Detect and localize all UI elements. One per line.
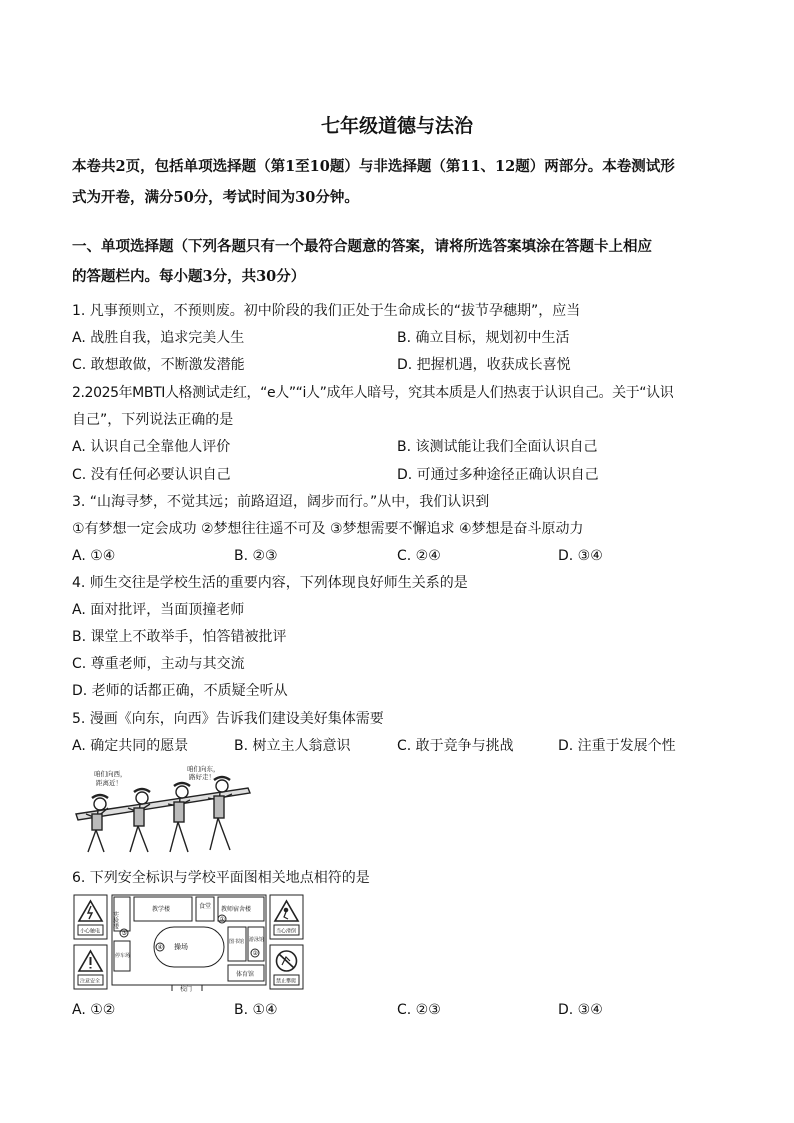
q5-option-b: B. 树立主人翁意识 (234, 738, 351, 754)
map-marker-3: ③ (121, 930, 127, 937)
sign-1-label: 小心触电 (80, 928, 101, 935)
map-library: 图书馆 (229, 939, 245, 945)
bubble-east-line-2: 路好走！ (189, 773, 215, 781)
map-lab: 实验楼 (111, 911, 119, 929)
q2-option-b: B. 该测试能让我们全面认识自己 (397, 439, 598, 455)
bubble-west-line-1: 咱们向西， (94, 770, 127, 778)
q2-stem-line-2: 自己”，下列说法正确的是 (72, 412, 234, 428)
q4-stem: 4. 师生交往是学校生活的重要内容，下列体现良好师生关系的是 (72, 575, 468, 591)
map-playground: 操场 (174, 943, 188, 951)
q6-stem: 6. 下列安全标识与学校平面图相关地点相符的是 (72, 870, 370, 886)
q1-option-d: D. 把握机遇，收获成长喜悦 (397, 357, 571, 373)
q2-stem-line-1: 2.2025年MBTI人格测试走红，“e人”“i人”成年人暗号，究其本质是人们热衷于认识自己。关于“认识 (72, 385, 674, 401)
q1-option-b: B. 确立目标，规划初中生活 (397, 330, 570, 346)
q2-option-c: C. 没有任何必要认识自己 (72, 467, 231, 483)
q6-option-d: D. ③④ (558, 1002, 603, 1018)
bubble-west-line-2: 距离近！ (96, 779, 122, 787)
map-dorm: 教师宿舍楼 (221, 906, 252, 913)
q3-option-d: D. ③④ (558, 548, 603, 564)
map-marker-4: ④ (157, 944, 163, 951)
q5-stem: 5. 漫画《向东，向西》告诉我们建设美好集体需要 (72, 711, 384, 727)
section-heading-line-1: 一、单项选择题（下列各题只有一个最符合题意的答案，请将所选答案填涂在答题卡上相应 (72, 238, 652, 255)
page-title: 七年级道德与法治 (320, 115, 473, 137)
sign-2-label: 注意安全 (80, 978, 101, 985)
intro-line-1: 本卷共2页，包括单项选择题（第1至10题）与非选择题（第11、12题）两部分。本卷测试形 (72, 158, 675, 175)
q1-option-a: A. 战胜自我，追求完美人生 (72, 330, 245, 346)
q5-option-c: C. 敢于竞争与挑战 (397, 738, 514, 754)
map-marker-2: ② (252, 950, 258, 957)
map-marker-1: ① (219, 916, 225, 923)
q4-option-a: A. 面对批评，当面顶撞老师 (72, 602, 245, 618)
q3-stem-line-2: ①有梦想一定会成功 ②梦想往往遥不可及 ③梦想需要不懈追求 ④梦想是奋斗原动力 (72, 521, 584, 537)
school-map (72, 893, 304, 993)
q6-option-c: C. ②③ (397, 1002, 441, 1018)
q5-option-a: A. 确定共同的愿景 (72, 738, 189, 754)
sign-3-label: 当心滑倒 (276, 928, 297, 935)
q3-option-a: A. ①④ (72, 548, 116, 564)
sign-4-label: 禁止攀爬 (276, 978, 297, 985)
q4-option-b: B. 课堂上不敢举手，怕答错被批评 (72, 629, 287, 645)
q1-stem: 1. 凡事预则立，不预则废。初中阶段的我们正处于生命成长的“拔节孕穗期”，应当 (72, 303, 581, 319)
q2-option-a: A. 认识自己全靠他人评价 (72, 439, 231, 455)
q6-option-a: A. ①② (72, 1002, 116, 1018)
q1-option-c: C. 敢想敢做，不断激发潜能 (72, 357, 245, 373)
q3-stem-line-1: 3. “山海寻梦，不觉其远；前路迢迢，阔步而行。”从中，我们认识到 (72, 494, 490, 510)
map-gym: 体育馆 (236, 971, 255, 978)
bubble-east-line-1: 咱们向东， (187, 765, 220, 773)
q4-option-c: C. 尊重老师，主动与其交流 (72, 656, 245, 672)
map-parking: 停车场 (115, 953, 131, 959)
q5-option-d: D. 注重于发展个性 (558, 738, 676, 754)
cartoon-illustration (72, 764, 257, 860)
intro-line-2: 式为开卷，满分50分，考试时间为30分钟。 (72, 189, 359, 206)
q6-option-b: B. ①④ (234, 1002, 278, 1018)
q3-option-b: B. ②③ (234, 548, 278, 564)
map-gate: 校门 (180, 986, 193, 993)
map-canteen: 食堂 (199, 903, 212, 910)
map-teaching: 教学楼 (152, 906, 171, 913)
section-heading-line-2: 的答题栏内。每小题3分，共30分） (72, 268, 306, 285)
q3-option-c: C. ②④ (397, 548, 441, 564)
q2-option-d: D. 可通过多种途径正确认识自己 (397, 467, 599, 483)
map-pool: 游泳馆 (249, 937, 265, 943)
q4-option-d: D. 老师的话都正确，不质疑全听从 (72, 683, 288, 699)
